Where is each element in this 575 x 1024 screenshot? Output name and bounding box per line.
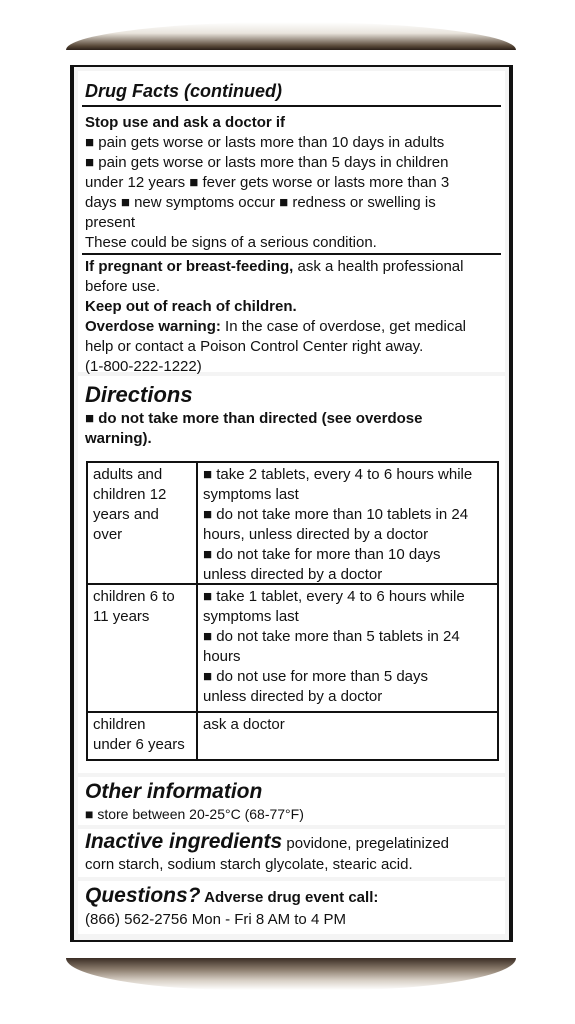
table-column-divider — [196, 463, 198, 759]
dosage-table — [86, 461, 499, 761]
drug-facts-panel — [70, 65, 513, 942]
dosage-line: ask a doctor — [203, 716, 285, 733]
questions-line1 — [85, 886, 378, 908]
questions-heading: Questions? — [85, 884, 201, 907]
directions-heading: Directions — [85, 382, 193, 407]
stop-use-heading: Stop use and ask a doctor if — [85, 114, 286, 131]
age-line: 11 years — [93, 608, 150, 625]
title-divider — [82, 105, 501, 107]
overdose-line2: help or contact a Poison Control Center right away. — [85, 338, 424, 355]
warnings-section — [78, 71, 505, 375]
stop-use-line: present — [85, 214, 136, 231]
inactive-ingredients-section — [78, 829, 505, 877]
stop-use-line: days ■ new symptoms occur ■ redness or swelling is — [85, 194, 436, 211]
inactive-heading: Inactive ingredients — [85, 830, 283, 853]
dosage-line: ■ take 1 tablet, every 4 to 6 hours while — [203, 588, 465, 605]
table-row-divider — [88, 711, 497, 713]
dosage-line: unless directed by a doctor — [203, 566, 383, 583]
other-info-heading: Other information — [85, 780, 263, 803]
age-line: under 6 years — [93, 736, 185, 753]
inactive-line1 — [85, 832, 449, 854]
age-line: children 6 to — [93, 588, 175, 605]
age-line: adults and — [93, 466, 163, 483]
overdose-bold: Overdose warning: — [85, 318, 221, 335]
dosage-line: unless directed by a doctor — [203, 688, 383, 705]
keep-out-warning: Keep out of reach of children. — [85, 298, 297, 315]
stop-use-line: ■ pain gets worse or lasts more than 10 days in adults — [85, 134, 445, 151]
page-title: Drug Facts (continued) — [85, 81, 282, 101]
dosage-line: hours, unless directed by a doctor — [203, 526, 429, 543]
age-line: children 12 — [93, 486, 167, 503]
poison-control-phone: (1-800-222-1222) — [85, 358, 202, 375]
dosage-line: ■ do not take more than 5 tablets in 24 — [203, 628, 460, 645]
dosage-line: ■ do not take more than 10 tablets in 24 — [203, 506, 469, 523]
stop-use-note: These could be signs of a serious condition. — [85, 234, 377, 251]
table-cell-dosage — [203, 465, 472, 585]
box-bottom-edge — [66, 958, 516, 990]
age-line: years and — [93, 506, 159, 523]
pregnant-line2: before use. — [85, 278, 161, 295]
other-info-section — [78, 777, 505, 825]
questions-bold: Adverse drug event call: — [200, 889, 379, 906]
overdose-text: In the case of overdose, get medical — [220, 318, 467, 335]
pregnant-bold: If pregnant or breast-feeding, — [85, 258, 294, 275]
inactive-text: povidone, pregelatinized — [282, 835, 450, 852]
dosage-line: hours — [203, 648, 241, 665]
dosage-line: ■ take 2 tablets, every 4 to 6 hours while — [203, 466, 473, 483]
table-cell-age — [93, 465, 166, 545]
dosage-line: ■ do not take for more than 10 days — [203, 546, 441, 563]
pregnant-text: ask a health professional — [293, 258, 464, 275]
stop-use-line: under 12 years ■ fever gets worse or lasts more than 3 — [85, 174, 450, 191]
directions-section — [78, 376, 505, 773]
directions-bullet: ■ do not take more than directed (see overdose — [85, 410, 423, 427]
pregnant-warning-line — [85, 257, 463, 277]
dosage-line: symptoms last — [203, 486, 299, 503]
directions-bullet-cont: warning). — [85, 430, 152, 447]
table-cell-age — [93, 715, 185, 755]
dosage-line: symptoms last — [203, 608, 299, 625]
table-cell-age — [93, 587, 175, 627]
section-divider — [82, 253, 501, 255]
overdose-warning-line — [85, 317, 466, 337]
age-line: over — [93, 526, 123, 543]
stop-use-line: ■ pain gets worse or lasts more than 5 days in children — [85, 154, 449, 171]
inactive-line2: corn starch, sodium starch glycolate, stearic acid. — [85, 856, 413, 873]
box-top-edge — [66, 22, 516, 50]
storage-line: ■ store between 20-25°C (68-77°F) — [85, 806, 304, 822]
table-cell-dosage — [203, 587, 465, 707]
dosage-line: ■ do not use for more than 5 days — [203, 668, 429, 685]
table-cell-dosage — [203, 715, 285, 735]
questions-section — [78, 881, 505, 934]
questions-phone: (866) 562-2756 Mon - Fri 8 AM to 4 PM — [85, 911, 346, 928]
age-line: children — [93, 716, 146, 733]
